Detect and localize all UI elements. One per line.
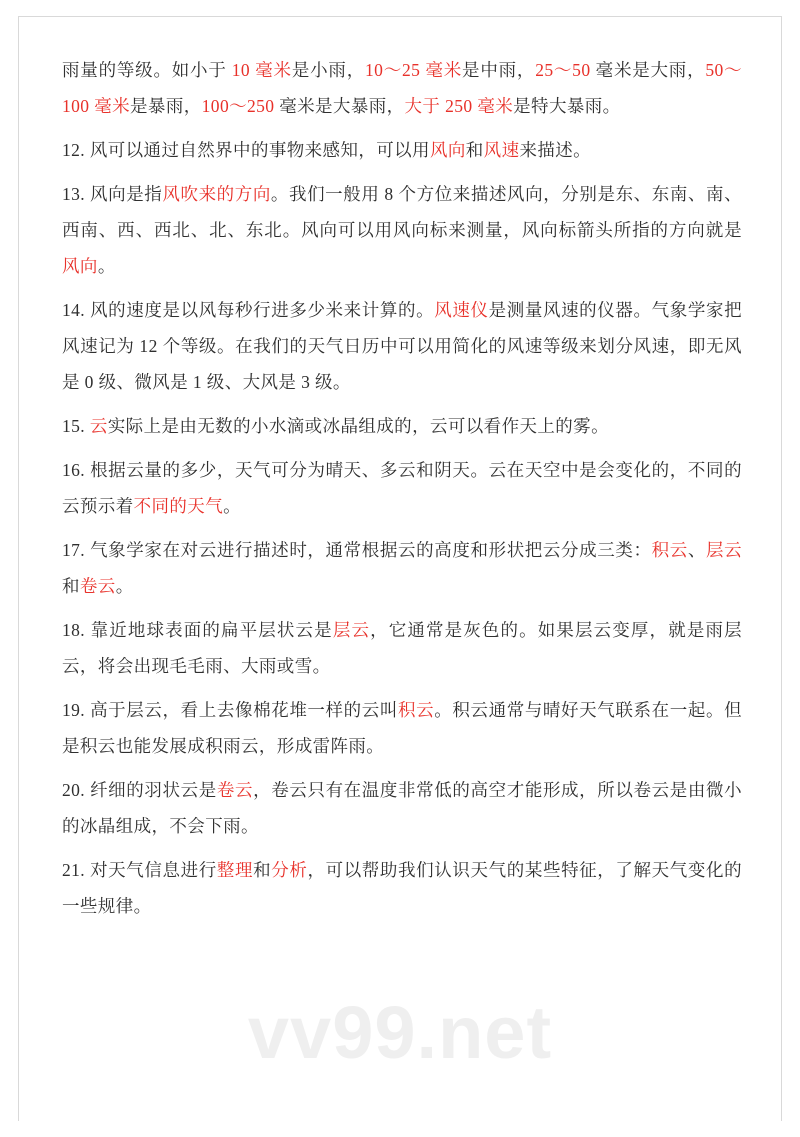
highlighted-text: 风速: [483, 140, 520, 160]
highlighted-text: 整理: [216, 860, 254, 880]
body-text: 21. 对天气信息进行: [62, 860, 217, 880]
body-text: 20. 纤细的羽状云是: [62, 780, 217, 800]
paragraph: [62, 292, 742, 400]
highlighted-text: 风向: [429, 140, 466, 160]
highlighted-text: 风速仪: [434, 300, 489, 320]
watermark: vv99.net: [247, 991, 553, 1074]
body-text: 15.: [62, 416, 90, 436]
highlighted-text: 风吹来的方向: [162, 184, 271, 204]
body-text: 。: [223, 496, 242, 516]
page-border-left: [18, 16, 19, 1121]
highlighted-text: 积云: [398, 700, 435, 720]
paragraph: [62, 176, 742, 284]
body-text: 。: [97, 256, 116, 276]
body-text: 13. 风向是指: [62, 184, 163, 204]
highlighted-text: 10～25 毫米: [365, 60, 463, 80]
body-text: 是特大暴雨。: [513, 96, 621, 116]
body-text: 雨量的等级。如小于: [62, 60, 232, 80]
body-text: 、: [687, 540, 706, 560]
page-border-top: [18, 16, 782, 17]
highlighted-text: 层云: [332, 620, 371, 640]
body-text: 。: [115, 576, 134, 596]
body-text: 毫米是大暴雨，: [274, 96, 405, 116]
highlighted-text: 不同的天气: [133, 496, 224, 516]
paragraph: [62, 408, 742, 444]
body-text: 毫米是大雨，: [590, 60, 706, 80]
body-text: 19. 高于层云，看上去像棉花堆一样的云叫: [62, 700, 399, 720]
highlighted-text: 10 毫米: [231, 60, 292, 80]
body-text: 是小雨，: [291, 60, 365, 80]
body-text: 和: [465, 140, 484, 160]
paragraph: [62, 612, 742, 684]
body-text: 16. 根据云量的多少，天气可分为晴天、多云和阴天。云在天空中是会变化的，不同的云预示着: [62, 460, 742, 516]
body-text: 12. 风可以通过自然界中的事物来感知，可以用: [62, 140, 430, 160]
highlighted-text: 50～100 毫米: [62, 60, 742, 116]
paragraph: [62, 52, 742, 124]
paragraph: [62, 852, 742, 924]
body-text: 是暴雨，: [130, 96, 202, 116]
body-text: 来描述。: [519, 140, 592, 160]
body-text: 17. 气象学家在对云进行描述时，通常根据云的高度和形状把云分成三类：: [62, 540, 652, 560]
highlighted-text: 分析: [271, 860, 308, 880]
body-text: ，卷云只有在温度非常低的高空才能形成，所以卷云是由微小的冰晶组成，不会下雨。: [62, 780, 742, 836]
paragraph: [62, 692, 742, 764]
highlighted-text: 25～50: [535, 60, 591, 80]
highlighted-text: 100～250: [201, 96, 275, 116]
body-text: 是中雨，: [462, 60, 536, 80]
body-text: 18. 靠近地球表面的扁平层状云是: [62, 620, 333, 640]
document-body: [62, 52, 742, 932]
body-text: 。积云通常与晴好天气联系在一起。但是积云也能发展成积雨云，形成雷阵雨。: [62, 700, 742, 756]
highlighted-text: 卷云: [216, 780, 254, 800]
highlighted-text: 风向: [62, 256, 98, 276]
highlighted-text: 大于 250 毫米: [404, 96, 514, 116]
highlighted-text: 卷云: [79, 576, 116, 596]
paragraph: [62, 132, 742, 168]
body-text: 是测量风速的仪器。气象学家把风速记为 12 个等级。在我们的天气日历中可以用简化的风速等级来划分风速，即无风是 0 级、微风是 1 级、大风是 3 级。: [62, 300, 743, 392]
body-text: 14. 风的速度是以风每秒行进多少米来计算的。: [62, 300, 435, 320]
paragraph: [62, 532, 742, 604]
body-text: ，它通常是灰色的。如果层云变厚，就是雨层云，将会出现毛毛雨、大雨或雪。: [62, 620, 742, 676]
body-text: 和: [62, 576, 80, 596]
highlighted-text: 云: [89, 416, 108, 436]
body-text: ，可以帮助我们认识天气的某些特征，了解天气变化的一些规律。: [62, 860, 742, 916]
highlighted-text: 积云: [651, 540, 688, 560]
page-border-right: [781, 16, 782, 1121]
paragraph: [62, 772, 742, 844]
body-text: 。我们一般用 8 个方位来描述风向，分别是东、东南、南、西南、西、西北、北、东北。风向可以用风向标来测量，风向标箭头所指的方向就是: [62, 184, 742, 240]
highlighted-text: 层云: [705, 540, 742, 560]
paragraph: [62, 452, 742, 524]
body-text: 和: [253, 860, 272, 880]
body-text: 实际上是由无数的小水滴或冰晶组成的，云可以看作天上的雾。: [107, 416, 609, 436]
